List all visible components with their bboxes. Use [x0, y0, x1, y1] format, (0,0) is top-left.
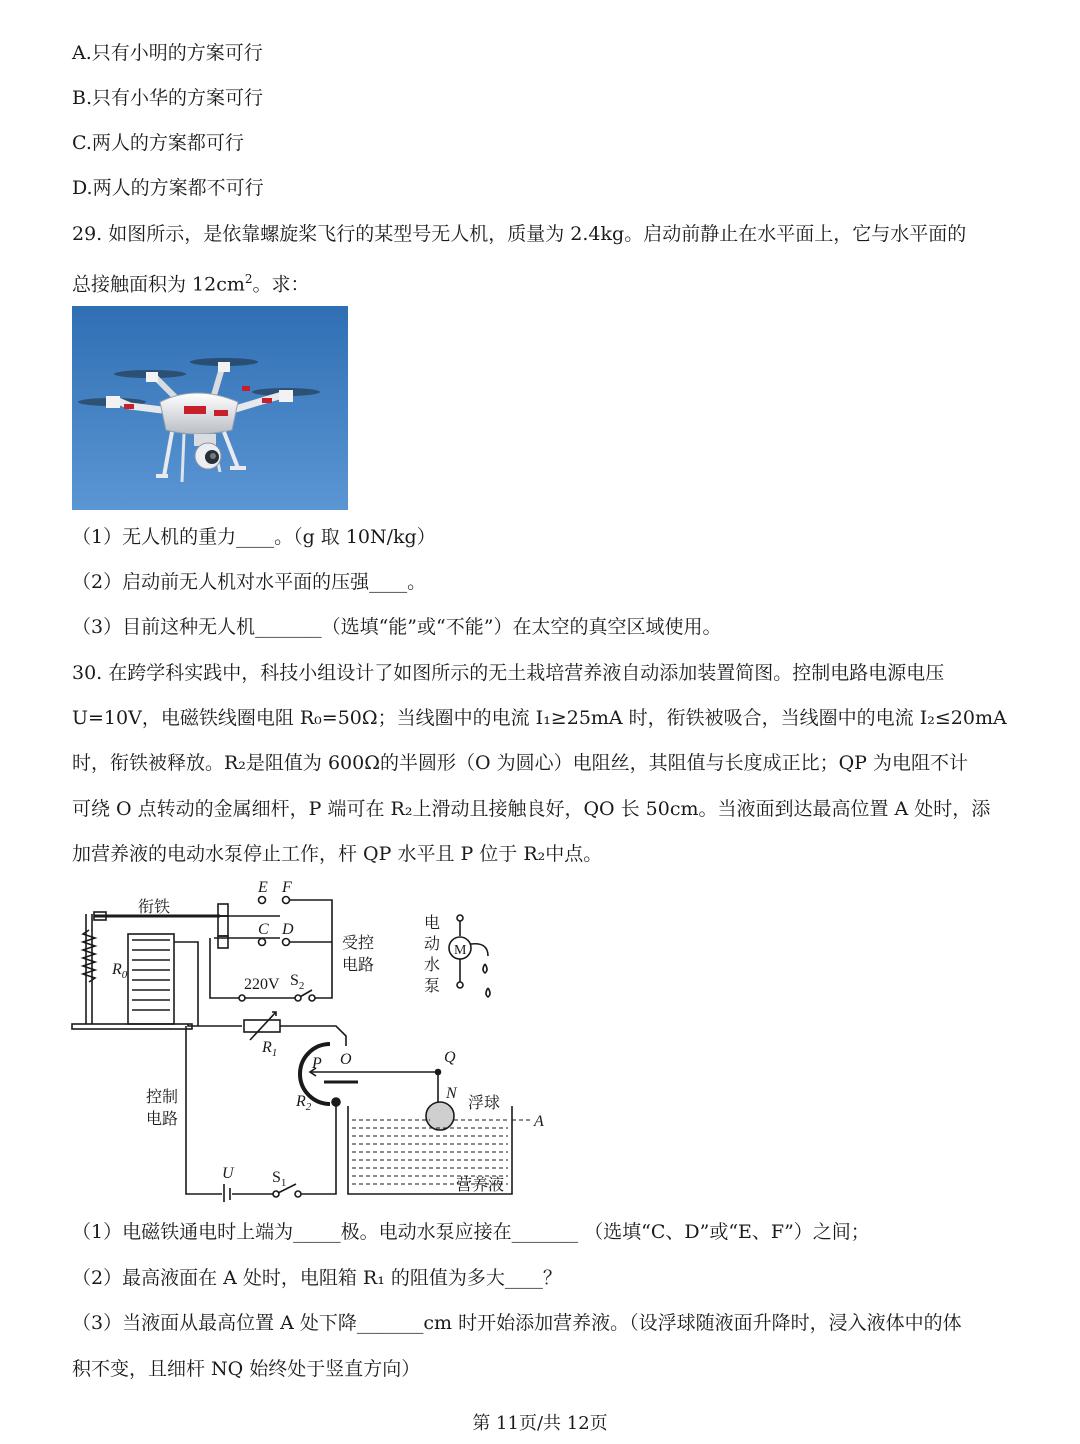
option-b: B.只有小华的方案可行 [72, 87, 264, 109]
circuit-diagram [70, 872, 560, 1202]
label-d: D [282, 921, 294, 938]
label-s2: $S_2$ [290, 972, 305, 992]
label-motor: M [454, 943, 467, 958]
option-a: A.只有小明的方案可行 [72, 42, 263, 64]
label-r2: $R_2$ [296, 1093, 312, 1113]
q29-stem-line1: 29. 如图所示，是依靠螺旋桨飞行的某型号无人机，质量为 2.4kg。启动前静止在水平面上，它与水平面的 [72, 223, 967, 245]
q29-sub3: （3）目前这种无人机_______（选填“能”或“不能”）在太空的真空区域使用。 [72, 616, 722, 638]
label-armature: 衔铁 [138, 899, 171, 916]
drone-photo [72, 306, 348, 510]
page-footer: 第 11页/共 12页 [472, 1413, 608, 1434]
label-controlled-2: 电路 [342, 957, 375, 974]
q30-sub1: （1）电磁铁通电时上端为_____极。电动水泵应接在_______ （选填“C、D”或“E、F”）之间； [72, 1221, 870, 1243]
label-f: F [282, 879, 292, 896]
label-220v: 220V [244, 976, 280, 993]
label-q: Q [444, 1049, 456, 1066]
q30-stem-line1: 30. 在跨学科实践中，科技小组设计了如图所示的无土栽培营养液自动添加装置简图。控制电路电源电压 [72, 662, 945, 684]
label-r1: $R_1$ [262, 1039, 278, 1059]
label-pump-1: 电 [424, 915, 441, 932]
label-ctrl-1: 控制 [146, 1089, 179, 1106]
q30-sub3-line1: （3）当液面从最高位置 A 处下降_______cm 时开始添加营养液。（设浮球随液面升降时，浸入液体中的体 [72, 1312, 962, 1334]
q30-stem-line2: U=10V，电磁铁线圈电阻 R₀=50Ω；当线圈中的电流 I₁≥25mA 时，衔铁被吸合，当线圈中的电流 I₂≤20mA [72, 707, 1007, 729]
label-c: C [258, 921, 269, 938]
label-o: O [340, 1051, 352, 1068]
q30-stem-line5: 加营养液的电动水泵停止工作，杆 QP 水平且 P 位于 R₂中点。 [72, 843, 603, 865]
label-liquid: 营养液 [456, 1177, 505, 1194]
label-float: 浮球 [468, 1095, 501, 1112]
label-pump-4: 泵 [424, 978, 441, 995]
label-e: E [258, 879, 268, 896]
option-d: D.两人的方案都不可行 [72, 177, 264, 199]
q30-sub2: （2）最高液面在 A 处时，电阻箱 R₁ 的阻值为多大____？ [72, 1267, 562, 1289]
label-pump-3: 水 [424, 957, 441, 974]
label-controlled-1: 受控 [342, 935, 375, 952]
label-r0: $R_0$ [112, 961, 128, 981]
q30-stem-line3: 时，衔铁被释放。R₂是阻值为 600Ω的半圆形（O 为圆心）电阻丝，其阻值与长度成正比；QP 为电阻不计 [72, 752, 968, 774]
label-u: U [222, 1165, 234, 1182]
q30-sub3-line2: 积不变，且细杆 NQ 始终处于竖直方向） [72, 1358, 421, 1380]
label-ctrl-2: 电路 [146, 1111, 179, 1128]
label-n: N [446, 1085, 457, 1102]
option-c: C.两人的方案都可行 [72, 132, 244, 154]
q29-sub2: （2）启动前无人机对水平面的压强____。 [72, 571, 427, 593]
q29-sub1: （1）无人机的重力____。（g 取 10N/kg） [72, 526, 436, 548]
label-pump-2: 动 [424, 936, 441, 953]
q30-stem-line4: 可绕 O 点转动的金属细杆，P 端可在 R₂上滑动且接触良好，QO 长 50cm。当液面到达最高位置 A 处时，添 [72, 798, 991, 820]
q29-stem-line2: 总接触面积为 $12cm^2$。求： [72, 272, 310, 296]
label-s1: $S_1$ [272, 1169, 287, 1189]
label-p: P [312, 1055, 322, 1072]
label-a: A [534, 1113, 544, 1130]
